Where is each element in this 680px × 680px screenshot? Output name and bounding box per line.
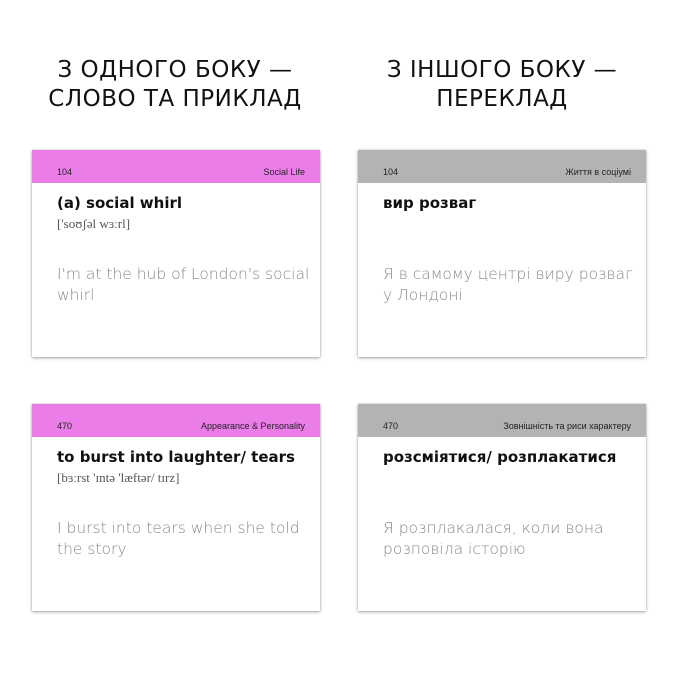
- back-side-title: [352, 56, 652, 114]
- card-word: to burst into laughter/ tears: [57, 448, 295, 466]
- card-header: [32, 150, 320, 183]
- flashcard-front-470: [32, 404, 320, 611]
- card-translation: вир розваг: [383, 194, 477, 212]
- card-header: [358, 404, 646, 437]
- card-header: [32, 404, 320, 437]
- flashcard-front-104: [32, 150, 320, 357]
- card-category: Життя в соціумі: [565, 167, 631, 177]
- back-side-title-line1: З ІНШОГО БОКУ —: [386, 57, 618, 83]
- card-category: Зовнішність та риси характеру: [503, 421, 631, 431]
- card-number: 104: [383, 167, 399, 177]
- card-word: (a) social whirl: [57, 194, 183, 212]
- card-transcription: ['soʊʃəl wɜːrl]: [57, 216, 131, 231]
- card-example: I burst into tears when she told the story: [57, 519, 300, 558]
- front-side-title: [25, 56, 325, 114]
- card-transcription: [bɜːrst 'ɪntə 'læftər/ tɪrz]: [57, 470, 180, 485]
- front-side-title-line2: СЛОВО ТА ПРИКЛАД: [48, 86, 302, 112]
- card-category: Appearance & Personality: [200, 421, 305, 431]
- card-number: 104: [57, 167, 73, 177]
- card-example-translation: Я розплакалася, коли вона розповіла історію: [383, 519, 604, 558]
- front-side-title-line1: З ОДНОГО БОКУ —: [57, 57, 293, 83]
- card-example: I'm at the hub of London's social whirl: [57, 265, 310, 304]
- card-number: 470: [57, 421, 73, 431]
- card-example-translation: Я в самому центрі виру розваг у Лондоні: [383, 265, 633, 304]
- back-side-title-line2: ПЕРЕКЛАД: [436, 86, 568, 112]
- card-translation: розсміятися/ розплакатися: [383, 448, 617, 466]
- flashcard-back-104: [358, 150, 646, 357]
- card-category: Social Life: [263, 167, 305, 177]
- card-header: [358, 150, 646, 183]
- flashcard-back-470: [358, 404, 646, 611]
- card-number: 470: [383, 421, 399, 431]
